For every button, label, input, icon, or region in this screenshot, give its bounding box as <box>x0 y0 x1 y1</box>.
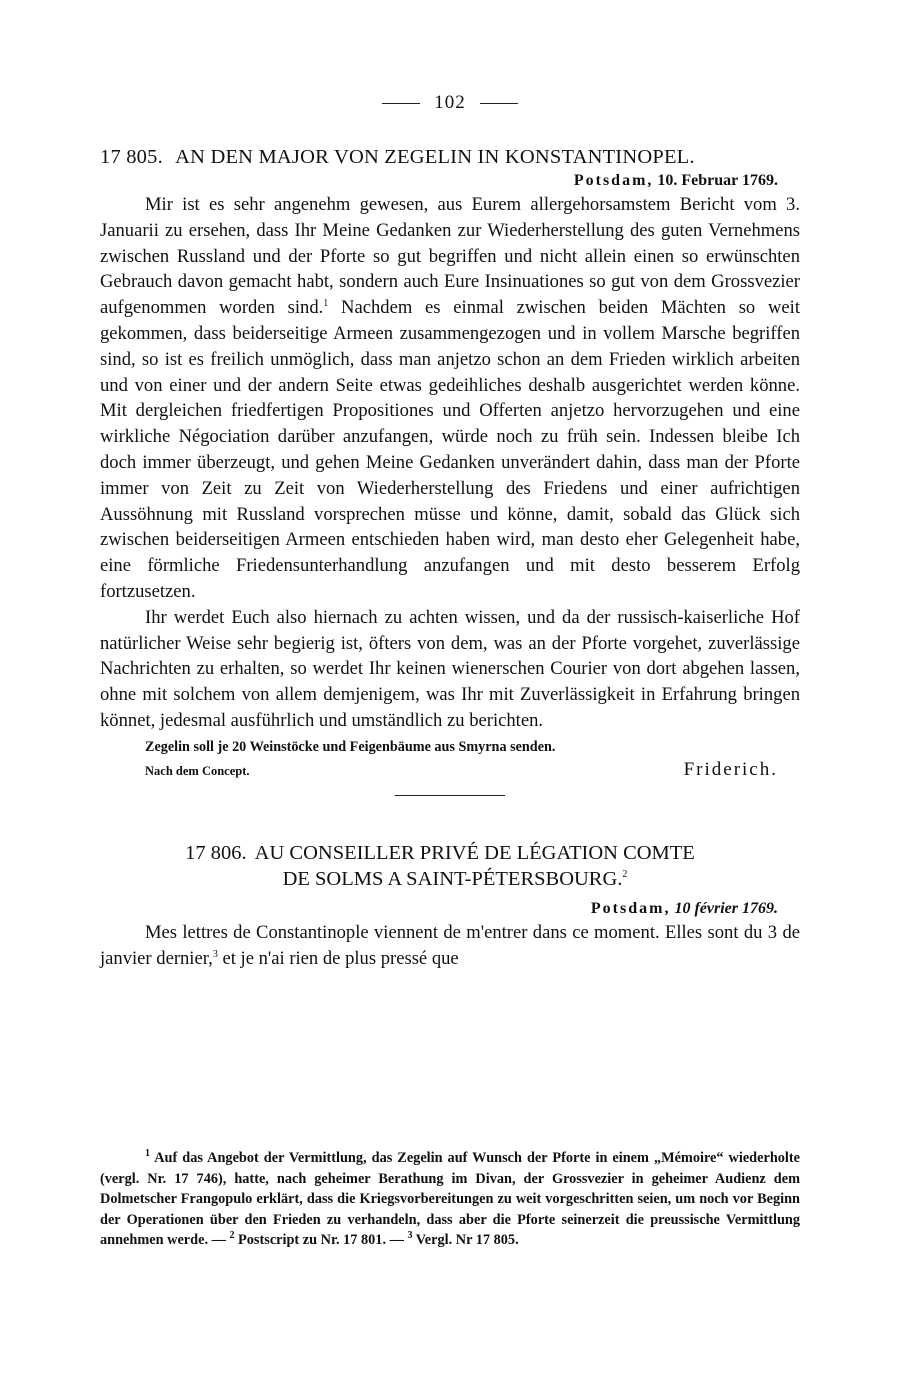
doc2-title-line-2: DE SOLMS A SAINT-PÉTERSBOURG. <box>282 867 623 890</box>
header-rule-right <box>480 103 518 104</box>
footnote-ref-2: 2 <box>622 868 628 880</box>
doc2-paragraph-1-text-b: et je n'ai rien de plus pressé que <box>217 947 459 969</box>
page <box>100 88 800 971</box>
doc1-dateline <box>100 170 800 192</box>
section-divider <box>395 795 505 796</box>
header-rule-left <box>382 103 420 104</box>
footnote-text-3: Vergl. Nr 17 805. <box>412 1232 519 1248</box>
doc1-paragraph-1-text-a: Mir ist es sehr angenehm gewesen, aus Eurem allergehorsamstem Bericht vom 3. Januarii zu ersehen, dass Ihr Meine Gedanken zur Wiederherstellung des guten Vernehmens zwischen Russland und der Pforte so gut begriffen und nicht allein einen so erwünschten Gebrauch davon gemacht habt, sondern auch Eure Insinuationes so gut von dem Grossvezier aufgenommen worden sind. <box>100 194 800 319</box>
page-header <box>100 88 800 118</box>
footnote-text-1: Auf das Angebot der Vermittlung, das Zegelin auf Wunsch der Pforte in einem „Mémoire“ wiederholte (vergl. Nr. 17 746), hatte, nach geheimer Berathung im Divan, der Grossvezier in geheimer Audienz dem Dolmetscher Frangopulo erklärt, dass die Kriegsvorbereitungen zu weit vorgeschritten seien, um noch vor Beginn der Operationen über den Frieden zu verhandeln, dass aber die Pforte seinerzeit die preussische Vermittlung annehmen werde. — <box>100 1150 800 1248</box>
doc1-title: AN DEN MAJOR VON ZEGELIN IN KONSTANTINOPEL. <box>175 146 695 168</box>
page-number: 102 <box>434 92 466 113</box>
doc2-number: 17 806. <box>185 841 247 864</box>
doc2-heading-line-1 <box>100 840 800 866</box>
footnote-marker-2: 2 <box>229 1230 235 1242</box>
doc2-date: 10 février 1769. <box>674 899 778 917</box>
footnote-marker-3: 3 <box>407 1230 413 1242</box>
doc2-dateline <box>100 898 800 920</box>
doc2-paragraph-1 <box>100 920 800 972</box>
doc1-place: Potsdam, <box>573 172 654 189</box>
doc1-paragraph-1 <box>100 192 800 605</box>
footnote-ref-3: 3 <box>212 948 218 960</box>
doc1-number: 17 805. <box>100 146 163 168</box>
footnote-marker-1: 1 <box>145 1148 150 1160</box>
footnote-text-2: Postscript zu Nr. 17 801. — <box>234 1232 408 1248</box>
doc1-source: Nach dem Concept. <box>145 763 250 778</box>
doc1-paragraph-1-text-b: Nachdem es einmal zwischen beiden Mächten so weit gekommen, dass beiderseitige Armeen zusammengezogen und in vollem Marsche begriffen sind, so ist es freilich unmöglich, dass man anjetzo schon an dem Frieden wirklich arbeiten und von einer und der andern Seite etwas gedeihliches deshalb ausgerichtet werden könne. Mit dergleichen friedfertigen Propositiones und Offerten anjetzo hervorzugehen und eine wirkliche Négociation darüber anzufangen, würde noch zu früh sein. Indessen bleibe Ich doch immer überzeugt, und gehen Meine Gedanken unverändert dahin, dass man der Pforte immer von Zeit zu Zeit von Wiederherstellung des Friedens und einer aufrichtigen Aussöhnung mit Russland vorsprechen müsse und könne, damit, sobald das Glück sich zwischen beiderseitigen Armeen entschieden haben wird, man desto eher Gelegenheit habe, eine förmliche Friedensunterhandlung anzufangen und mit desto besserem Erfolg fortzusetzen. <box>100 297 800 602</box>
footnote-ref-1: 1 <box>323 298 329 309</box>
doc2-heading-line-2 <box>100 866 800 892</box>
footnotes <box>100 1148 800 1251</box>
doc2-heading <box>100 840 800 892</box>
doc1-note: Zegelin soll je 20 Weinstöcke und Feigenbäume aus Smyrna senden. <box>145 738 556 755</box>
doc1-date: 10. Februar 1769. <box>657 172 778 189</box>
doc2-place: Potsdam, <box>590 899 671 917</box>
doc1-signature: Friderich. <box>683 758 778 780</box>
doc2-paragraph-1-text-a: Mes lettres de Constantinople viennent de m'entrer dans ce moment. Elles sont du 3 de janvier dernier, <box>100 921 800 969</box>
doc1-closing <box>145 758 800 783</box>
doc2-title-line-1: AU CONSEILLER PRIVÉ DE LÉGATION COMTE <box>254 841 695 864</box>
doc1-paragraph-2: Ihr werdet Euch also hiernach zu achten wissen, und da der russisch-kaiserliche Hof natürlicher Weise sehr begierig ist, öfters von dem, was an der Pforte vorgehet, zuverlässige Nachrichten zu erhalten, so werdet Ihr keinen wienerschen Courier von dort abgehen lassen, ohne mit solchem von allem demjenigem, was Ihr mit Zuverlässigkeit in Erfahrung bringen könnet, jedesmal ausführlich und umständlich zu berichten. <box>100 606 800 731</box>
doc1-heading <box>100 144 800 170</box>
